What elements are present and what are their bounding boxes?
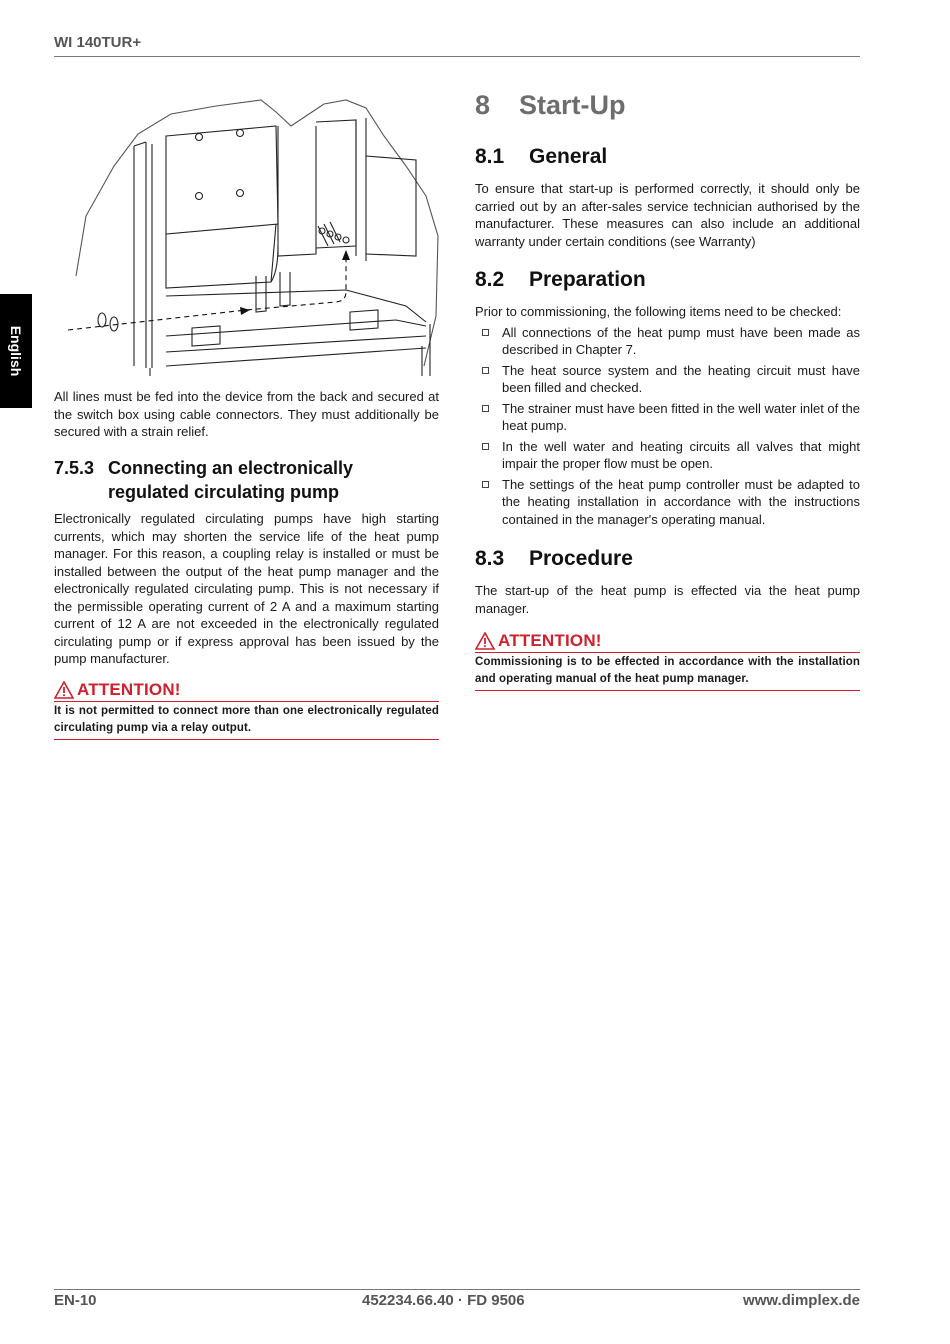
list-item-text: The heat source system and the heating circuit must have been filled and checked. — [502, 362, 860, 395]
attention-text: It is not permitted to connect more than one electronically regulated circulating pump via a relay output. — [54, 702, 439, 740]
attention-heading — [475, 631, 860, 653]
device-cable-routing-illustration — [66, 96, 442, 376]
chapter-heading — [475, 90, 860, 121]
square-bullet-icon — [482, 405, 489, 412]
list-item-text: The strainer must have been fitted in the well water inlet of the heat pump. — [502, 400, 860, 433]
attention-label: ATTENTION! — [77, 680, 181, 699]
header-rule — [54, 56, 860, 57]
list-item — [475, 400, 860, 435]
list-item — [475, 362, 860, 397]
list-item — [475, 438, 860, 473]
section-7-5-3-heading — [54, 456, 439, 504]
section-8-2-intro: Prior to commissioning, the following items need to be checked: — [475, 304, 842, 319]
section-title-line1: Connecting an electronically — [108, 458, 354, 478]
section-title: Preparation — [529, 268, 646, 291]
footer-rule — [54, 1289, 860, 1290]
attention-heading — [54, 680, 439, 702]
section-number: 8.2 — [475, 268, 505, 291]
chapter-number: 8 — [475, 90, 491, 120]
section-8-2-heading — [475, 268, 860, 292]
language-tab-label: English — [8, 325, 24, 377]
list-item-text: In the well water and heating circuits all valves that might impair the proper flow must be open. — [502, 438, 860, 471]
website-link[interactable]: www.dimplex.de — [743, 1292, 860, 1309]
square-bullet-icon — [482, 481, 489, 488]
cable-routing-paragraph: All lines must be fed into the device from the back and secured at the switch box using cable connectors. They must additionally be secured with a strain relief. — [54, 389, 439, 439]
document-title: WI 140TUR+ — [54, 34, 142, 51]
warning-triangle-icon — [475, 632, 495, 650]
list-item-text: All connections of the heat pump must have been made as described in Chapter 7. — [502, 324, 860, 357]
attention-box-right — [475, 631, 860, 691]
attention-text: Commissioning is to be effected in accordance with the installation and operating manual of the heat pump manager. — [475, 653, 860, 691]
section-8-1-body: To ensure that start-up is performed correctly, it should only be carried out by an after-sales service technician authorised by the manufacturer. These measures can also include an additional warranty under certain conditions (see Warranty) — [475, 181, 860, 249]
language-tab — [0, 294, 32, 408]
chapter-title: Start-Up — [519, 90, 626, 120]
square-bullet-icon — [482, 367, 489, 374]
warning-triangle-icon — [54, 681, 74, 699]
section-7-5-3-body: Electronically regulated circulating pumps have high starting currents, which may shorten the service life of the heat pump manager. For this reason, a coupling relay is installed or must be installed between the output of the heat pump manager and the electronically regulated circulating pump. This is not necessary if the permissible operating current of 2 A and a maximum starting current of 12 A are not exceeded in the electronically regulated circulating pump or if express approval has been issued by the pump manufacturer. — [54, 511, 439, 666]
square-bullet-icon — [482, 329, 489, 336]
list-item — [475, 324, 860, 359]
section-8-3-body: The start-up of the heat pump is effected via the heat pump manager. — [475, 583, 860, 616]
section-number: 8.3 — [475, 547, 505, 570]
page-number: EN-10 — [54, 1292, 97, 1309]
section-8-3-heading — [475, 547, 860, 571]
section-8-1-heading — [475, 145, 860, 169]
attention-box-left — [54, 680, 439, 740]
section-title-line2: regulated circulating pump — [108, 482, 340, 502]
checklist — [475, 324, 860, 529]
section-title: Procedure — [529, 547, 633, 570]
section-title: General — [529, 145, 608, 168]
attention-label: ATTENTION! — [498, 631, 602, 650]
square-bullet-icon — [482, 443, 489, 450]
list-item-text: The settings of the heat pump controller must be adapted to the heating installation in accordance with the instructions contained in the manager's operating manual. — [502, 476, 860, 527]
document-number: 452234.66.40 · FD 9506 — [362, 1292, 525, 1309]
list-item — [475, 476, 860, 529]
section-number: 7.5.3 — [54, 458, 95, 478]
section-number: 8.1 — [475, 145, 505, 168]
